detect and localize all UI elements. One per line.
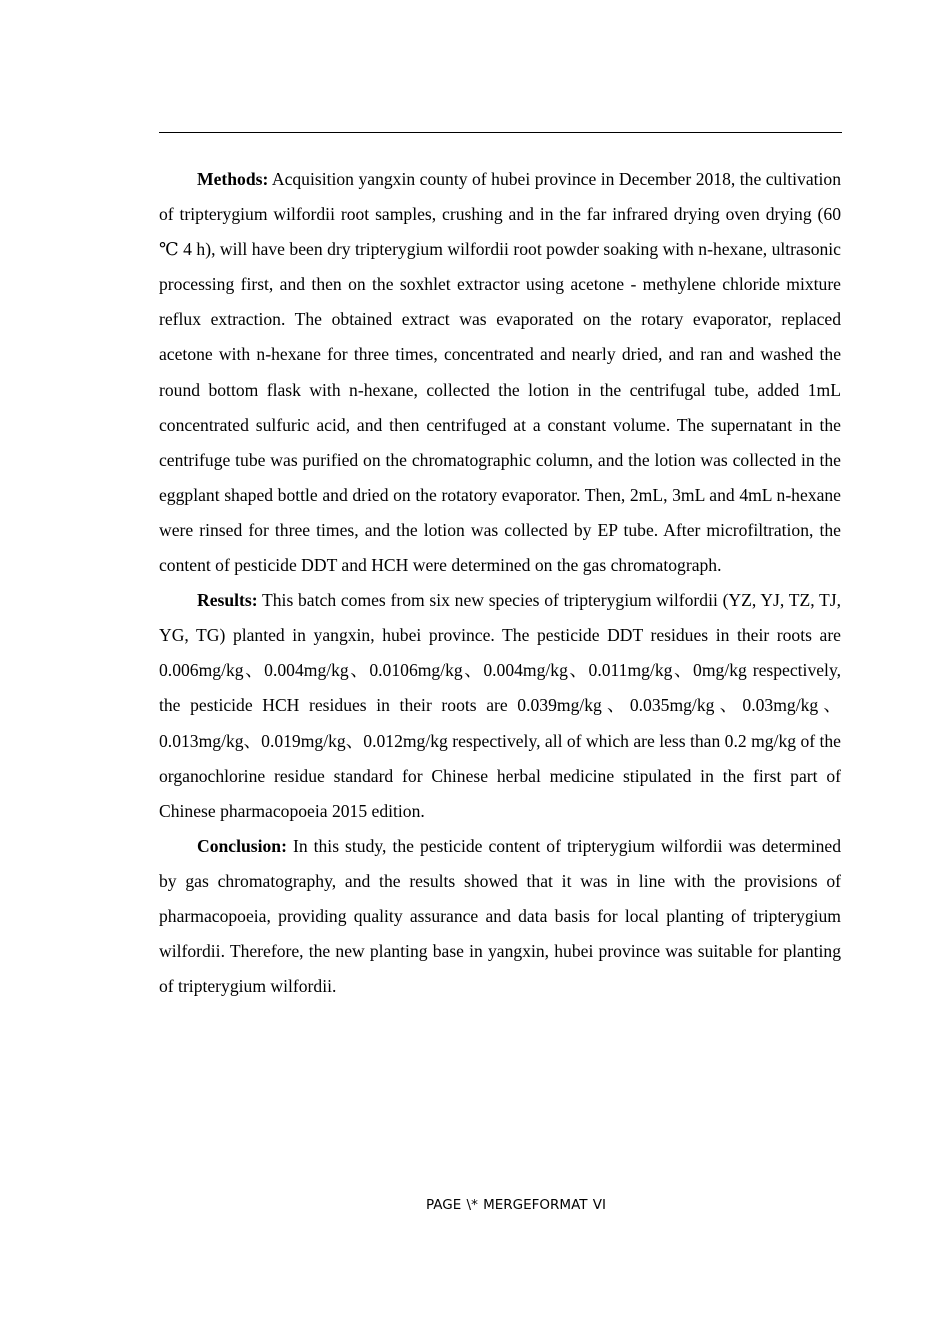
header-rule (159, 132, 842, 133)
conclusion-label: Conclusion: (197, 835, 287, 856)
conclusion-paragraph (159, 829, 841, 1004)
methods-label: Methods: (197, 169, 269, 189)
methods-text: Acquisition yangxin county of hubei province in December 2018, the cultivation of tripterygium wilfordii root samples, crushing and in the far infrared drying oven drying (60 ℃ 4 h), will have been dry tripterygium wilfordii root powder soaking with n-hexane, ultrasonic processing first, and then on the soxhlet extractor using acetone - methylene chloride mixture reflux extraction. The obtained extract was evaporated on the rotary evaporator, replaced acetone with n-hexane for three times, concentrated and nearly dried, and ran and washed the round bottom flask with n-hexane, collected the lotion in the centrifugal tube, added 1mL concentrated sulfuric acid, and then centrifuged at a constant volume. The supernatant in the centrifuge tube was purified on the chromatographic column, and the lotion was collected in the eggplant shaped bottle and dried on the rotatory evaporator. Then, 2mL, 3mL and 4mL n-hexane were rinsed for three times, and the lotion was collected by EP tube. After microfiltration, the content of pesticide DDT and HCH were determined on the gas chromatograph. (159, 169, 841, 576)
results-paragraph (159, 583, 841, 829)
methods-paragraph (159, 162, 841, 583)
results-label: Results: (197, 590, 258, 611)
page-footer: PAGE \* MERGEFORMAT VI (425, 1197, 607, 1213)
conclusion-text: In this study, the pesticide content of tripterygium wilfordii was determined by gas chromatography, and the results showed that it was in line with the provisions of pharmacopoeia, providing quality assurance and data basis for local planting of tripterygium wilfordii. Therefore, the new planting base in yangxin, hubei province was suitable for planting of tripterygium wilfordii. (159, 835, 841, 997)
abstract-body (159, 162, 841, 1004)
results-text: This batch comes from six new species of tripterygium wilfordii (YZ, YJ, TZ, TJ, YG, TG) planted in yangxin, hubei province. The pesticide DDT residues in their roots are 0.006mg/kg、0.004mg/kg、0.0106mg/kg、0.004mg/kg、0.011mg/kg、0mg/kg respectively, the pesticide HCH residues in their roots are 0.039mg/kg、0.035mg/kg、0.03mg/kg、0.013mg/kg、0.019mg/kg、0.012mg/kg respectively, all of which are less than 0.2 mg/kg of the organochlorine residue standard for Chinese herbal medicine stipulated in the first part of Chinese pharmacopoeia 2015 edition. (159, 590, 841, 821)
